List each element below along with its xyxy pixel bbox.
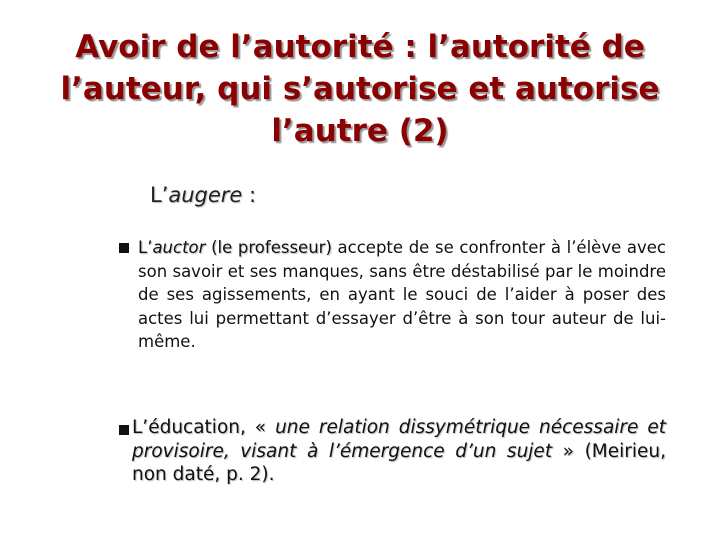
- bullet-1-lead-prefix: L’: [138, 238, 153, 257]
- subheading-italic: augere: [168, 183, 243, 207]
- slide-title: [40, 26, 680, 152]
- bullet-2-prefix: L’éducation, «: [132, 417, 276, 438]
- bullet-paragraph-1: [138, 236, 666, 354]
- title-line-3: l’autre (2): [271, 113, 449, 149]
- bullet-paragraph-2: [132, 416, 666, 487]
- subheading: [150, 180, 256, 210]
- title-line-1: Avoir de l’autorité : l’autorité de: [75, 29, 645, 65]
- subheading-prefix: L’: [150, 183, 169, 207]
- title-line-2: l’auteur, qui s’autorise et autorise: [60, 71, 660, 107]
- bullet-1-text: accepte de se confronter à l’élève avec son savoir et ses manques, sans être déstabilisé par le moindre de ses agissements, en ayant le souci de l’aider à poser des actes lui permettant d’essayer d’être à son tour auteur de lui-même.: [138, 238, 666, 351]
- bullet-marker-1: [119, 243, 129, 253]
- subheading-suffix: :: [242, 183, 257, 207]
- bullet-1-lead-rest: (le professeur): [205, 238, 332, 257]
- bullet-marker-2: [119, 425, 129, 435]
- bullet-1-lead-italic: auctor: [152, 238, 206, 257]
- bullet-2-suffix: » (Meirieu, non daté, p. 2).: [132, 440, 667, 485]
- bullet-2-italic: une relation dissymétrique nécessaire et provisoire, visant à l’émergence d’un sujet: [132, 417, 666, 462]
- bullet-1-lead: [138, 238, 332, 257]
